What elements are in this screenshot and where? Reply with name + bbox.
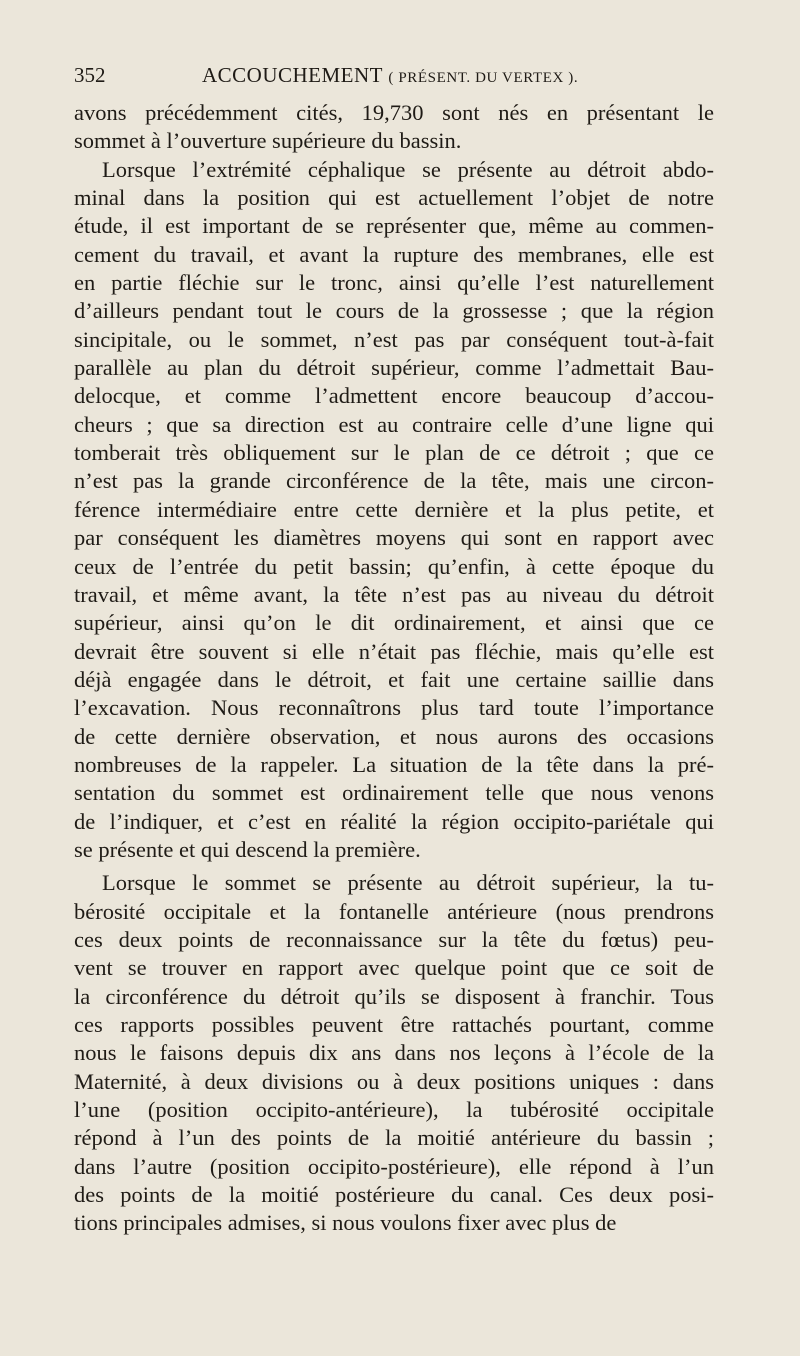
text-line: ces deux points de reconnaissance sur la tête du fœtus) peu- [74,926,714,952]
text-line: étude, il est important de se représenter que, même au commen- [74,213,714,239]
text-line: nous le faisons depuis dix ans dans nos leçons à l’école de la [74,1040,714,1066]
text-line: férence intermédiaire entre cette dernière et la plus petite, et [74,496,714,522]
text-line: par conséquent les diamètres moyens qui sont en rapport avec [74,525,714,551]
text-line: la circonférence du détroit qu’ils se disposent à franchir. Tous [74,983,714,1009]
text-line: l’une (position occipito-antérieure), la tubérosité occipitale [74,1097,714,1123]
running-title-sub: ( PRÉSENT. DU VERTEX ). [388,70,579,86]
text-line: tions principales admises, si nous voulons fixer avec plus de [74,1210,617,1236]
text-line: ceux de l’entrée du petit bassin; qu’enfin, à cette époque du [74,553,714,579]
text-line: parallèle au plan du détroit supérieur, comme l’admettait Bau- [74,355,714,381]
text-line: cement du travail, et avant la rupture des membranes, elle est [74,241,714,267]
text-line: delocque, et comme l’admettent encore beaucoup d’accou- [74,383,714,409]
text-line: vent se trouver en rapport avec quelque point que ce soit de [74,955,714,981]
text-line: n’est pas la grande circonférence de la tête, mais une circon- [74,468,714,494]
text-line: de l’indiquer, et c’est en réalité la région occipito-pariétale qui [74,808,714,834]
text-line: Maternité, à deux divisions ou à deux positions uniques : dans [74,1068,714,1094]
body-text [74,99,714,1238]
paragraph [74,99,714,156]
text-line: tomberait très obliquement sur le plan de ce détroit ; que ce [74,440,714,466]
text-line: ces rapports possibles peuvent être rattachés pourtant, comme [74,1012,714,1037]
text-line: dans l’autre (position occipito-postérieure), elle répond à l’un [74,1153,714,1179]
text-line: Lorsque l’extrémité céphalique se présente au détroit abdo- [102,156,714,182]
text-line: des points de la moitié postérieure du canal. Ces deux posi- [74,1182,714,1208]
paragraph [74,156,714,865]
paragraph [74,869,714,1237]
text-line: sincipitale, ou le sommet, n’est pas par conséquent tout-à-fait [74,326,714,352]
text-line: répond à l’un des points de la moitié antérieure du bassin ; [74,1125,714,1151]
text-line: avons précédemment cités, 19,730 sont nés en présentant le [74,100,714,125]
text-line: l’excavation. Nous reconnaîtrons plus tard toute l’importance [74,695,714,721]
text-line: se présente et qui descend la première. [74,836,421,862]
text-line: sommet à l’ouverture supérieure du bassin. [74,128,462,154]
text-line: travail, et même avant, la tête n’est pas au niveau du détroit [74,581,714,607]
text-line: bérosité occipitale et la fontanelle antérieure (nous prendrons [74,898,714,924]
text-line: devrait être souvent si elle n’était pas fléchie, mais qu’elle est [74,638,714,664]
text-line: cheurs ; que sa direction est au contraire celle d’une ligne qui [74,411,714,437]
text-line: sentation du sommet est ordinairement telle que nous venons [74,780,714,806]
text-line: Lorsque le sommet se présente au détroit supérieur, la tu- [102,870,714,896]
running-title [202,62,578,91]
text-line: minal dans la position qui est actuellement l’objet de notre [74,185,714,211]
text-line: nombreuses de la rappeler. La situation de la tête dans la pré- [74,751,714,777]
text-line: de cette dernière observation, et nous aurons des occasions [74,723,714,749]
text-line: déjà engagée dans le détroit, et fait une certaine saillie dans [74,666,714,692]
text-line: d’ailleurs pendant tout le cours de la grossesse ; que la région [74,298,714,324]
running-title-main: ACCOUCHEMENT [202,63,383,87]
page-number: 352 [74,63,106,87]
text-line: supérieur, ainsi qu’on le dit ordinairement, et ainsi que ce [74,610,714,636]
text-line: en partie fléchie sur le tronc, ainsi qu’elle l’est naturellement [74,270,714,296]
